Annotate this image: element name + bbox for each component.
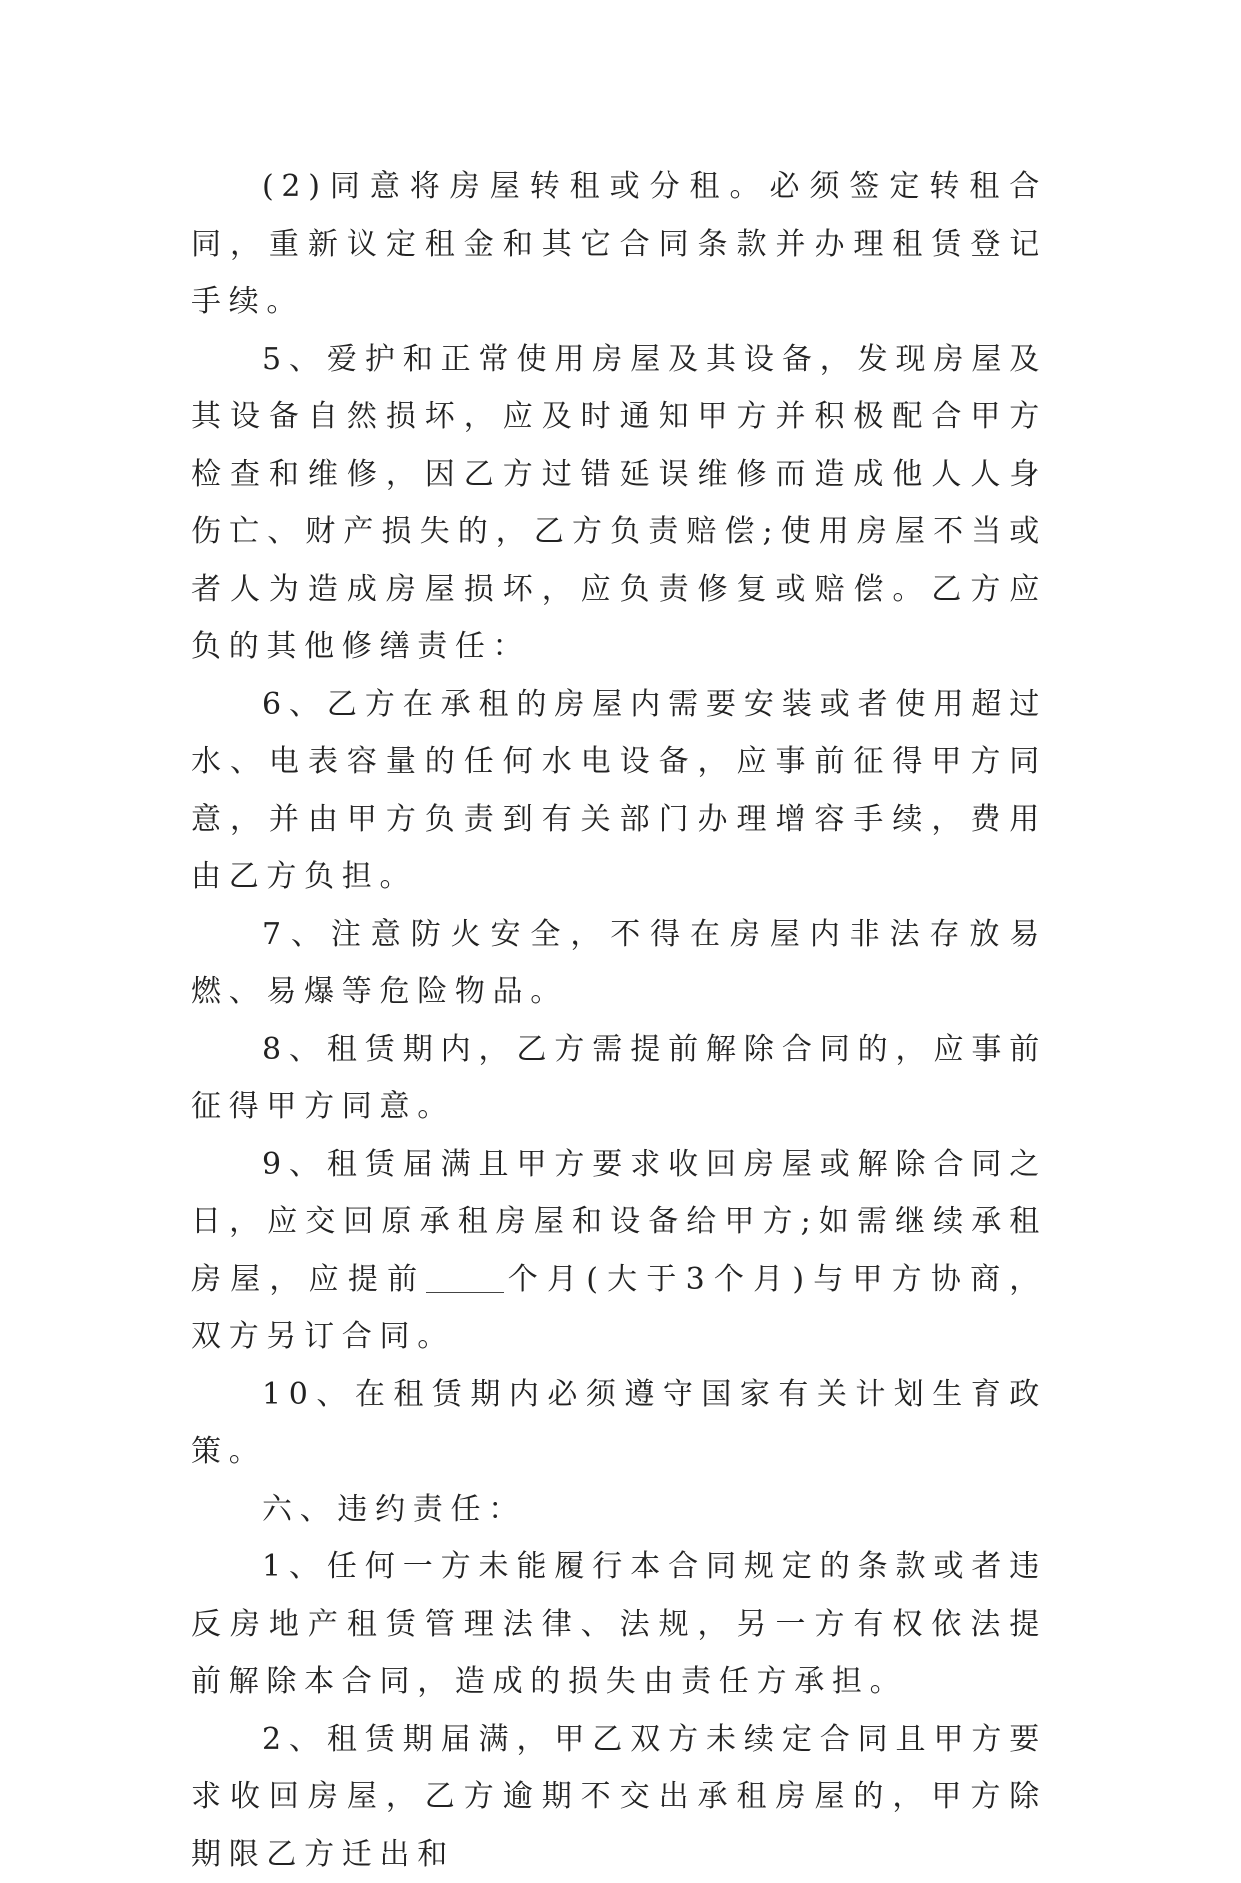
clause-9-text: 9、租赁届满且甲方要求收回房屋或解除合同之日，应交回原承租房屋和设备给甲方;如需继续承租房屋，应提前 xyxy=(191,1147,1047,1297)
clause-9-text-continued: 个月(大于3个月)与甲方协商，双方另订合同。 xyxy=(191,1262,1047,1355)
section-heading-breach-liability: 六、违约责任： xyxy=(191,1481,1047,1539)
paragraph-clause-6-utilities: 6、乙方在承租的房屋内需要安装或者使用超过水、电表容量的任何水电设备，应事前征得甲方同意，并由甲方负责到有关部门办理增容手续，费用由乙方负担。 xyxy=(191,676,1047,906)
paragraph-sublease-consent: (2)同意将房屋转租或分租。必须签定转租合同，重新议定租金和其它合同条款并办理租赁登记手续。 xyxy=(191,158,1047,331)
paragraph-breach-clause-2: 2、租赁期届满，甲乙双方未续定合同且甲方要求收回房屋，乙方逾期不交出承租房屋的，甲方除期限乙方迁出和 xyxy=(191,1711,1047,1883)
paragraph-clause-9-lease-expiry xyxy=(191,1136,1047,1366)
paragraph-clause-10-policy: 10、在租赁期内必须遵守国家有关计划生育政策。 xyxy=(191,1366,1047,1481)
paragraph-breach-clause-1: 1、任何一方未能履行本合同规定的条款或者违反房地产租赁管理法律、法规，另一方有权依法提前解除本合同，造成的损失由责任方承担。 xyxy=(191,1538,1047,1711)
paragraph-clause-7-fire-safety: 7、注意防火安全，不得在房屋内非法存放易燃、易爆等危险物品。 xyxy=(191,906,1047,1021)
document-page xyxy=(191,158,1047,1883)
paragraph-clause-5-maintenance: 5、爱护和正常使用房屋及其设备，发现房屋及其设备自然损坏，应及时通知甲方并积极配合甲方检查和维修，因乙方过错延误维修而造成他人人身伤亡、财产损失的，乙方负责赔偿;使用房屋不当或者人为造成房屋损坏，应负责修复或赔偿。乙方应负的其他修缮责任： xyxy=(191,331,1047,676)
blank-fill-line xyxy=(426,1262,504,1293)
paragraph-clause-8-early-termination: 8、租赁期内，乙方需提前解除合同的，应事前征得甲方同意。 xyxy=(191,1021,1047,1136)
